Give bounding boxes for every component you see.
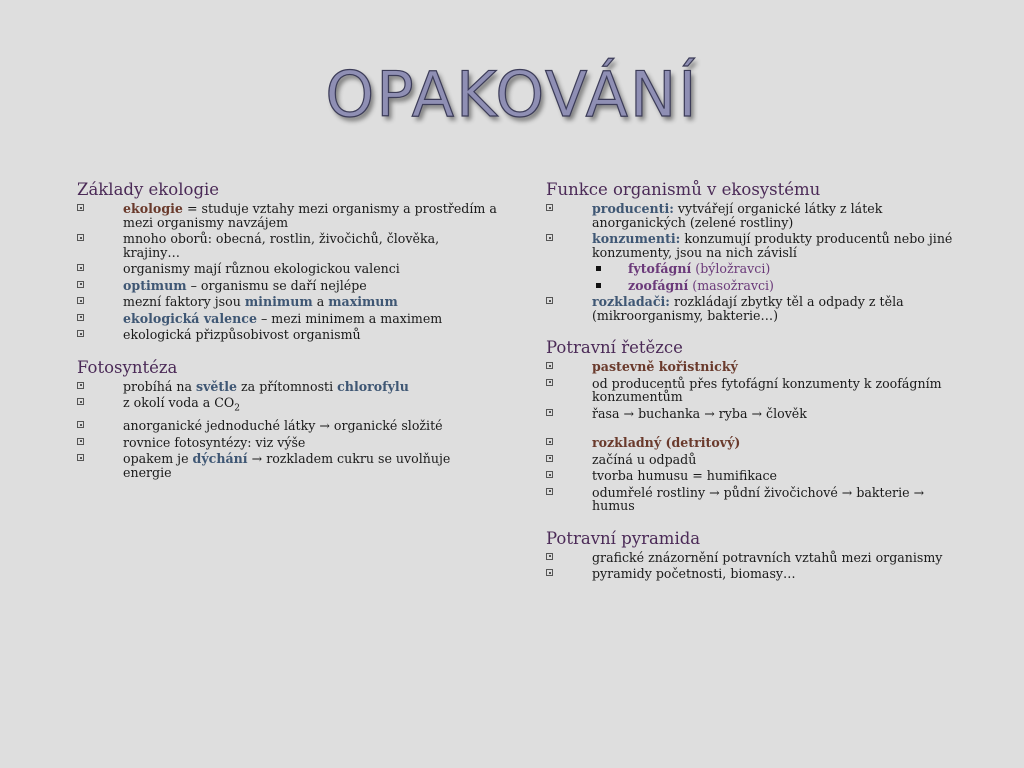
arrow-right-icon: →	[623, 405, 635, 421]
square-bullet-icon	[77, 330, 84, 337]
list-item: probíhá na světle za přítomnosti chlorofylu	[77, 380, 497, 394]
arrow-right-icon: →	[709, 484, 720, 500]
section-fotosynteza	[77, 358, 497, 480]
square-bullet-icon	[546, 488, 553, 495]
arrow-right-icon: →	[251, 451, 263, 467]
bullet-list	[546, 360, 966, 513]
filled-square-bullet-icon	[596, 266, 601, 271]
list-item: pastevně kořistnický	[546, 360, 966, 374]
square-bullet-icon	[546, 204, 553, 211]
list-item: ekologická přizpůsobivost organismů	[77, 328, 497, 342]
square-bullet-icon	[546, 438, 553, 445]
square-bullet-icon	[77, 314, 84, 321]
bullet-list	[546, 551, 966, 581]
list-item: anorganické jednoduché látky → organické složité	[77, 419, 497, 433]
section-potravni-pyramida	[546, 529, 966, 581]
list-item: optimum – organismu se daří nejlépe	[77, 279, 497, 293]
section-potravni-retezce	[546, 338, 966, 513]
square-bullet-icon	[546, 379, 553, 386]
square-bullet-icon	[77, 204, 84, 211]
list-item: z okolí voda a $CO_2$	[77, 396, 497, 416]
list-item: tvorba humusu = humifikace	[546, 469, 966, 483]
list-item: grafické znázornění potravních vztahů mezi organismy	[546, 551, 966, 565]
list-item: opakem je dýchání → rozkladem cukru se uvolňuje energie	[77, 452, 497, 479]
square-bullet-icon	[77, 398, 84, 405]
list-item: od producentů přes fytofágní konzumenty k zoofágním konzumentům	[546, 377, 966, 404]
right-column	[546, 180, 966, 584]
sub-list-item: zoofágní (masožravci)	[546, 279, 966, 293]
arrow-right-icon: →	[913, 484, 925, 500]
section-heading: Potravní pyramida	[546, 528, 701, 548]
arrow-right-icon: →	[704, 405, 715, 421]
section-heading: Funkce organismů v ekosystému	[546, 180, 821, 199]
square-bullet-icon	[546, 234, 553, 241]
square-bullet-icon	[77, 297, 84, 304]
bullet-list	[77, 202, 497, 342]
section-heading: Základy ekologie	[77, 180, 220, 199]
list-item: rovnice fotosyntézy: viz výše	[77, 436, 497, 450]
left-column	[77, 180, 497, 482]
list-item: producenti: vytvářejí organické látky z látek anorganických (zelené rostliny)	[546, 202, 966, 229]
list-item: začíná u odpadů	[546, 453, 966, 467]
square-bullet-icon	[546, 569, 553, 576]
list-item: odumřelé rostliny → půdní živočichové → bakterie → humus	[546, 486, 966, 513]
square-bullet-icon	[77, 421, 84, 428]
square-bullet-icon	[546, 455, 553, 462]
arrow-right-icon: →	[841, 484, 853, 500]
square-bullet-icon	[546, 297, 553, 304]
sub-list-item: fytofágní (býložravci)	[546, 262, 966, 276]
square-bullet-icon	[77, 454, 84, 461]
section-zaklady-ekologie	[77, 180, 497, 342]
bullet-list	[77, 380, 497, 480]
square-bullet-icon	[77, 264, 84, 271]
square-bullet-icon	[546, 409, 553, 416]
list-item: ekologie = studuje vztahy mezi organismy a prostředím a mezi organismy navzájem	[77, 202, 497, 229]
list-item: mezní faktory jsou minimum a maximum	[77, 295, 497, 309]
section-funkce-organismu	[546, 180, 966, 322]
list-item: řasa → buchanka → ryba → člověk	[546, 407, 966, 421]
list-item: organismy mají různou ekologickou valenci	[77, 262, 497, 276]
list-item: rozkladači: rozkládají zbytky těl a odpady z těla (mikroorganismy, bakterie…)	[546, 295, 966, 322]
square-bullet-icon	[77, 281, 84, 288]
filled-square-bullet-icon	[596, 283, 601, 288]
square-bullet-icon	[77, 438, 84, 445]
square-bullet-icon	[546, 471, 553, 478]
bullet-list	[546, 202, 966, 322]
square-bullet-icon	[546, 362, 553, 369]
arrow-right-icon: →	[751, 405, 763, 421]
list-item: rozkladný (detritový)	[546, 436, 966, 450]
square-bullet-icon	[546, 553, 553, 560]
slide-title: OPAKOVÁNÍ	[325, 58, 699, 131]
section-heading: Fotosyntéza	[77, 357, 178, 377]
square-bullet-icon	[77, 382, 84, 389]
square-bullet-icon	[77, 234, 84, 241]
section-heading: Potravní řetězce	[546, 338, 683, 357]
arrow-right-icon: →	[319, 418, 330, 434]
list-item: ekologická valence – mezi minimem a maximem	[77, 312, 497, 326]
list-item: konzumenti: konzumují produkty producentů nebo jiné konzumenty, jsou na nich závislí	[546, 232, 966, 259]
list-item: mnoho oborů: obecná, rostlin, živočichů, člověka, krajiny…	[77, 232, 497, 259]
list-item: pyramidy početnosti, biomasy…	[546, 567, 966, 581]
